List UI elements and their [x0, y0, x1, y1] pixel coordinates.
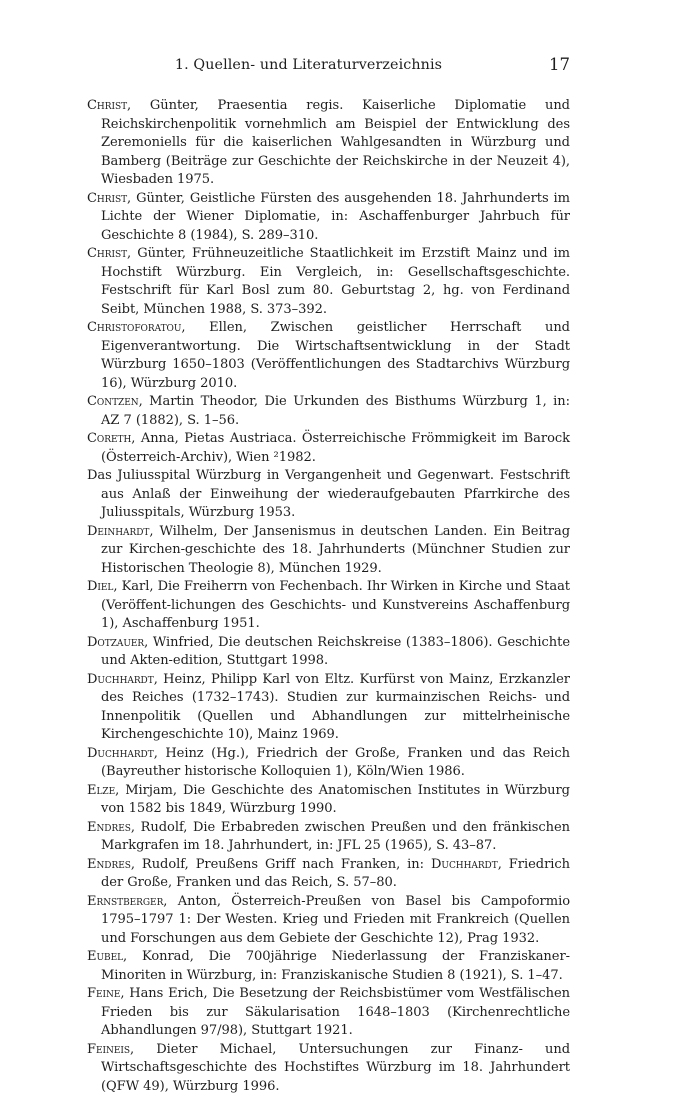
entry-author: Feine — [87, 986, 120, 1001]
entry-text: , Günter, Geistliche Fürsten des ausgehenden 18. Jahrhunderts im Lichte der Wiener Diplomatie, in: Aschaffenburger Jahrbuch für Geschichte 8 (1984), S. 289–310. — [101, 191, 570, 243]
entry-text: , Heinz (Hg.), Friedrich der Große, Franken und das Reich (Bayreuther historische Kolloquien 1), Köln/Wien 1986. — [101, 746, 570, 780]
bibliography-entry — [87, 856, 570, 893]
bibliography-entry — [87, 467, 570, 523]
entry-author: Christoforatou — [87, 320, 181, 335]
entry-text: , Mirjam, Die Geschichte des Anatomischen Institutes in Würzburg von 1582 bis 1849, Würzburg 1990. — [101, 783, 570, 817]
page-number: 17 — [549, 55, 570, 74]
bibliography-entry — [87, 819, 570, 856]
bibliography-entry — [87, 745, 570, 782]
entry-author: Deinhardt — [87, 524, 149, 539]
entry-text: , Günter, Praesentia regis. Kaiserliche Diplomatie und Reichskirchenpolitik vornehmlich am Beispiel der Entwicklung des Zeremoniells für die kaiserlichen Wahlgesandten in Würzburg und Bamberg (Beiträge zur Geschichte der Reichskirche in der Neuzeit 4), Wiesbaden 1975. — [101, 98, 570, 187]
bibliography-entry — [87, 985, 570, 1041]
entry-text: , Anton, Österreich-Preußen von Basel bis Campoformio 1795–1797 1: Der Westen. Krieg und Frieden mit Frankreich (Quellen und Forschungen aus dem Gebiete der Geschichte 12), Prag 1932. — [101, 894, 570, 946]
entry-text: , Hans Erich, Die Besetzung der Reichsbistümer vom Westfälischen Frieden bis zur Säkularisation 1648–1803 (Kirchenrechtliche Abhandlungen 97/98), Stuttgart 1921. — [101, 986, 570, 1038]
cited-author: Duchhardt — [431, 857, 498, 872]
entry-author: Christ — [87, 98, 127, 113]
entry-text: , Martin Theodor, Die Urkunden des Bisthums Würzburg 1, in: AZ 7 (1882), S. 1–56. — [101, 394, 570, 428]
entry-text: , Rudolf, Die Erbabreden zwischen Preußen und den fränkischen Markgrafen im 18. Jahrhundert, in: JFL 25 (1965), S. 43–87. — [101, 820, 570, 854]
bibliography-list — [87, 97, 570, 1096]
bibliography-entry — [87, 430, 570, 467]
entry-author: Feineis — [87, 1042, 130, 1057]
bibliography-entry — [87, 523, 570, 579]
bibliography-entry — [87, 578, 570, 634]
entry-text: , Anna, Pietas Austriaca. Österreichische Frömmigkeit im Barock (Österreich-Archiv), Wien ²1982. — [101, 431, 570, 465]
entry-text: , Winfried, Die deutschen Reichskreise (1383–1806). Geschichte und Akten-edition, Stuttgart 1998. — [101, 635, 570, 669]
entry-text: Das Juliusspital Würzburg in Vergangenheit und Gegenwart. Festschrift aus Anlaß der Einweihung der wiederaufgebauten Pfarrkirche des Juliusspitals, Würzburg 1953. — [87, 468, 570, 520]
bibliography-entry — [87, 190, 570, 246]
page-header — [87, 57, 570, 83]
entry-text: , Karl, Die Freiherrn von Fechenbach. Ihr Wirken in Kirche und Staat (Veröffent-lichungen des Geschichts- und Kunstvereins Aschaffenburg 1), Aschaffenburg 1951. — [101, 579, 570, 631]
entry-author: Duchhardt — [87, 746, 154, 761]
bibliography-entry — [87, 1041, 570, 1096]
entry-text: , Ellen, Zwischen geistlicher Herrschaft und Eigenverantwortung. Die Wirtschaftsentwicklung in der Stadt Würzburg 1650–1803 (Veröffentlichungen des Stadtarchivs Würzburg 16), Würzburg 2010. — [101, 320, 570, 391]
entry-text: , Wilhelm, Der Jansenismus in deutschen Landen. Ein Beitrag zur Kirchen-geschichte des 18. Jahrhunderts (Münchner Studien zur Historischen Theologie 8), München 1929. — [101, 524, 570, 576]
bibliography-entry — [87, 948, 570, 985]
bibliography-entry — [87, 97, 570, 190]
entry-author: Elze — [87, 783, 115, 798]
entry-text: , Günter, Frühneuzeitliche Staatlichkeit im Erzstift Mainz und im Hochstift Würzburg. Ein Vergleich, in: Gesellschaftsgeschichte. Festschrift für Karl Bosl zum 80. Geburtstag 2, hg. von Ferdinand Seibt, München 1988, S. 373–392. — [101, 246, 570, 317]
bibliography-entry — [87, 393, 570, 430]
entry-author: Eubel — [87, 949, 123, 964]
entry-author: Contzen — [87, 394, 139, 409]
entry-author: Duchhardt — [87, 672, 154, 687]
entry-author: Dotzauer — [87, 635, 144, 650]
bibliography-entry — [87, 245, 570, 319]
entry-author: Endres — [87, 820, 131, 835]
bibliography-entry — [87, 893, 570, 949]
entry-text: , Dieter Michael, Untersuchungen zur Finanz- und Wirtschaftsgeschichte des Hochstiftes Würzburg im 18. Jahrhundert (QFW 49), Würzburg 1996. — [101, 1042, 570, 1094]
entry-author: Ernstberger — [87, 894, 163, 909]
entry-author: Christ — [87, 191, 127, 206]
bibliography-entry — [87, 671, 570, 745]
entry-author: Christ — [87, 246, 127, 261]
entry-author: Coreth — [87, 431, 131, 446]
entry-text: , Heinz, Philipp Karl von Eltz. Kurfürst von Mainz, Erzkanzler des Reiches (1732–1743). Studien zur kurmainzischen Reichs- und Innenpolitik (Quellen und Abhandlungen zur mittelrheinische Kirchengeschichte 10), Mainz 1969. — [101, 672, 570, 743]
bibliography-entry — [87, 782, 570, 819]
bibliography-entry — [87, 634, 570, 671]
entry-author: Endres — [87, 857, 131, 872]
entry-text: , Rudolf, Preußens Griff nach Franken, in: Duchhardt, Friedrich der Große, Franken und das Reich, S. 57–80. — [101, 857, 570, 891]
running-title: 1. Quellen- und Literaturverzeichnis — [87, 57, 530, 73]
entry-author: Diel — [87, 579, 113, 594]
entry-text: , Konrad, Die 700jährige Niederlassung der Franziskaner-Minoriten in Würzburg, in: Franziskanische Studien 8 (1921), S. 1–47. — [101, 949, 570, 983]
bibliography-entry — [87, 319, 570, 393]
